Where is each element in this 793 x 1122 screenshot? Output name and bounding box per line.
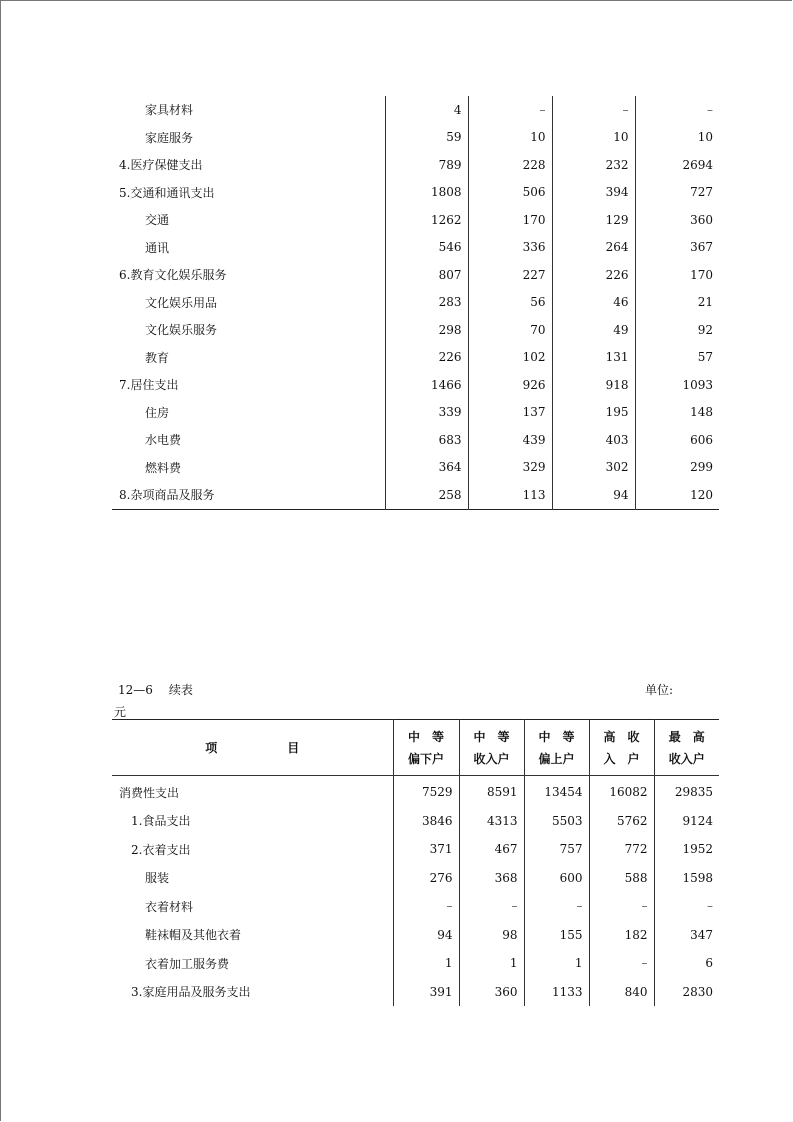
row-value: 789 <box>385 151 468 179</box>
table-caption <box>118 681 193 698</box>
header-line-2: 偏下户 <box>407 751 444 766</box>
row-label: 衣着材料 <box>145 899 194 914</box>
row-label: 住房 <box>145 405 170 420</box>
row-value: 367 <box>635 234 719 262</box>
row-value: 926 <box>468 371 552 399</box>
row-value: 371 <box>393 835 459 864</box>
header-line-2: 入 户 <box>603 751 640 766</box>
row-value: 3846 <box>393 807 459 836</box>
row-value: 4313 <box>459 807 524 836</box>
header-line-1: 高 收 <box>603 729 640 744</box>
continued-label: 续表 <box>168 683 193 697</box>
row-value: 21 <box>635 289 719 317</box>
table-row <box>112 206 719 234</box>
header-line-1: 中 等 <box>407 729 444 744</box>
row-value: 757 <box>524 835 589 864</box>
row-value: – <box>393 892 459 921</box>
row-label: 7.居住支出 <box>119 378 179 393</box>
row-value: 1093 <box>635 371 719 399</box>
row-value: 10 <box>635 124 719 152</box>
row-value: 606 <box>635 426 719 454</box>
row-value: 807 <box>385 261 468 289</box>
header-line-1: 中 等 <box>538 729 575 744</box>
row-label: 4.医疗保健支出 <box>119 158 203 173</box>
row-label: 水电费 <box>145 433 182 448</box>
row-value: 6 <box>654 949 719 978</box>
row-value: 1 <box>524 949 589 978</box>
row-label: 教育 <box>145 350 170 365</box>
unit-value: 元 <box>114 705 127 719</box>
row-value: 13454 <box>524 776 589 807</box>
row-value: 228 <box>468 151 552 179</box>
row-value: 329 <box>468 454 552 482</box>
row-value: 148 <box>635 399 719 427</box>
row-value: 394 <box>552 179 635 207</box>
row-value: 5503 <box>524 807 589 836</box>
table-row <box>112 124 719 152</box>
row-value: 2830 <box>654 978 719 1007</box>
row-value: 1133 <box>524 978 589 1007</box>
table-row <box>112 316 719 344</box>
row-value: 467 <box>459 835 524 864</box>
row-value: 155 <box>524 921 589 950</box>
row-value: 46 <box>552 289 635 317</box>
table-row <box>112 454 719 482</box>
row-value: 131 <box>552 344 635 372</box>
row-value: 195 <box>552 399 635 427</box>
table-row <box>112 399 719 427</box>
row-value: 137 <box>468 399 552 427</box>
row-value: 727 <box>635 179 719 207</box>
row-value: 368 <box>459 864 524 893</box>
header-line-2: 偏上户 <box>538 751 575 766</box>
row-value: 1598 <box>654 864 719 893</box>
row-value: 70 <box>468 316 552 344</box>
expenditure-table-continued-body <box>112 96 719 509</box>
table-row <box>112 807 719 836</box>
row-value: 1808 <box>385 179 468 207</box>
table-row <box>112 892 719 921</box>
row-value: 4 <box>385 96 468 124</box>
row-value: 600 <box>524 864 589 893</box>
header-item-column <box>112 720 393 776</box>
table-number: 12—6 <box>118 683 153 697</box>
row-value: 302 <box>552 454 635 482</box>
table-row <box>112 289 719 317</box>
row-value: 364 <box>385 454 468 482</box>
table-row <box>112 835 719 864</box>
table-row <box>112 776 719 807</box>
row-value: 56 <box>468 289 552 317</box>
row-value: 92 <box>635 316 719 344</box>
row-value: 1 <box>393 949 459 978</box>
table-header-row <box>112 720 719 776</box>
row-value: 299 <box>635 454 719 482</box>
row-value: 339 <box>385 399 468 427</box>
row-value: 391 <box>393 978 459 1007</box>
row-value: 360 <box>635 206 719 234</box>
row-value: 102 <box>468 344 552 372</box>
row-value: 403 <box>552 426 635 454</box>
row-value: 1 <box>459 949 524 978</box>
table-row <box>112 179 719 207</box>
row-value: 8591 <box>459 776 524 807</box>
row-value: 276 <box>393 864 459 893</box>
row-label: 家庭服务 <box>145 130 194 145</box>
row-value: 1262 <box>385 206 468 234</box>
row-value: 1466 <box>385 371 468 399</box>
table-row <box>112 371 719 399</box>
row-label: 文化娱乐用品 <box>145 295 218 310</box>
row-value: 170 <box>468 206 552 234</box>
row-label: 文化娱乐服务 <box>145 323 218 338</box>
row-value: 59 <box>385 124 468 152</box>
row-value: 298 <box>385 316 468 344</box>
row-label: 8.杂项商品及服务 <box>119 488 215 503</box>
row-value: 57 <box>635 344 719 372</box>
row-value: 546 <box>385 234 468 262</box>
row-value: 264 <box>552 234 635 262</box>
row-value: – <box>635 96 719 124</box>
header-line-1: 最 高 <box>668 729 705 744</box>
row-value: 772 <box>589 835 654 864</box>
row-value: 9124 <box>654 807 719 836</box>
row-value: 258 <box>385 481 468 509</box>
row-label: 交通 <box>145 213 170 228</box>
row-value: 588 <box>589 864 654 893</box>
table-row <box>112 96 719 124</box>
row-value: 226 <box>385 344 468 372</box>
unit-label: 单位: <box>645 683 674 697</box>
row-value: 129 <box>552 206 635 234</box>
row-value: 113 <box>468 481 552 509</box>
header-line-2: 收入户 <box>473 751 510 766</box>
row-label: 6.教育文化娱乐服务 <box>119 268 227 283</box>
row-value: 170 <box>635 261 719 289</box>
row-value: 1952 <box>654 835 719 864</box>
row-label: 通讯 <box>145 240 170 255</box>
expenditure-by-income-table <box>112 719 719 1006</box>
header-line-2: 收入户 <box>668 751 705 766</box>
row-value: 10 <box>468 124 552 152</box>
row-value: – <box>524 892 589 921</box>
row-label: 服装 <box>145 871 170 886</box>
row-value: – <box>459 892 524 921</box>
row-value: 918 <box>552 371 635 399</box>
table-row <box>112 426 719 454</box>
row-value: 94 <box>552 481 635 509</box>
row-value: 7529 <box>393 776 459 807</box>
table-row <box>112 921 719 950</box>
table-row <box>112 978 719 1007</box>
table-row <box>112 151 719 179</box>
row-value: 360 <box>459 978 524 1007</box>
row-value: – <box>468 96 552 124</box>
row-label: 2.衣着支出 <box>131 842 191 857</box>
row-label: 衣着加工服务费 <box>145 956 230 971</box>
row-label: 1.食品支出 <box>131 814 191 829</box>
table-row <box>112 234 719 262</box>
table-row <box>112 261 719 289</box>
row-value: 16082 <box>589 776 654 807</box>
row-value: – <box>589 949 654 978</box>
row-value: – <box>589 892 654 921</box>
row-value: 840 <box>589 978 654 1007</box>
row-value: 120 <box>635 481 719 509</box>
table-row <box>112 344 719 372</box>
row-value: 98 <box>459 921 524 950</box>
header-item-right: 目 <box>287 741 300 755</box>
header-income-group <box>459 720 524 776</box>
table-row <box>112 864 719 893</box>
row-value: 232 <box>552 151 635 179</box>
row-value: – <box>654 892 719 921</box>
row-value: 182 <box>589 921 654 950</box>
row-value: 683 <box>385 426 468 454</box>
row-value: 5762 <box>589 807 654 836</box>
row-value: 10 <box>552 124 635 152</box>
row-value: 227 <box>468 261 552 289</box>
header-income-group <box>393 720 459 776</box>
table-row <box>112 949 719 978</box>
row-value: 94 <box>393 921 459 950</box>
row-label: 家具材料 <box>145 103 194 118</box>
expenditure-by-income-table-body <box>112 776 719 1007</box>
row-label: 3.家庭用品及服务支出 <box>131 985 251 1000</box>
row-label: 5.交通和通讯支出 <box>119 185 215 200</box>
row-value: 49 <box>552 316 635 344</box>
header-income-group <box>654 720 719 776</box>
expenditure-table-continued <box>112 96 719 510</box>
header-item-left: 项 <box>205 741 218 755</box>
header-line-1: 中 等 <box>473 729 510 744</box>
row-value: 29835 <box>654 776 719 807</box>
header-income-group <box>589 720 654 776</box>
row-label: 燃料费 <box>145 460 182 475</box>
row-value: – <box>552 96 635 124</box>
row-value: 283 <box>385 289 468 317</box>
row-value: 347 <box>654 921 719 950</box>
row-value: 439 <box>468 426 552 454</box>
row-value: 506 <box>468 179 552 207</box>
row-label: 鞋袜帽及其他衣着 <box>145 928 242 943</box>
table-row <box>112 481 719 509</box>
row-value: 226 <box>552 261 635 289</box>
header-income-group <box>524 720 589 776</box>
row-value: 336 <box>468 234 552 262</box>
row-label: 消费性支出 <box>119 785 180 800</box>
row-value: 2694 <box>635 151 719 179</box>
